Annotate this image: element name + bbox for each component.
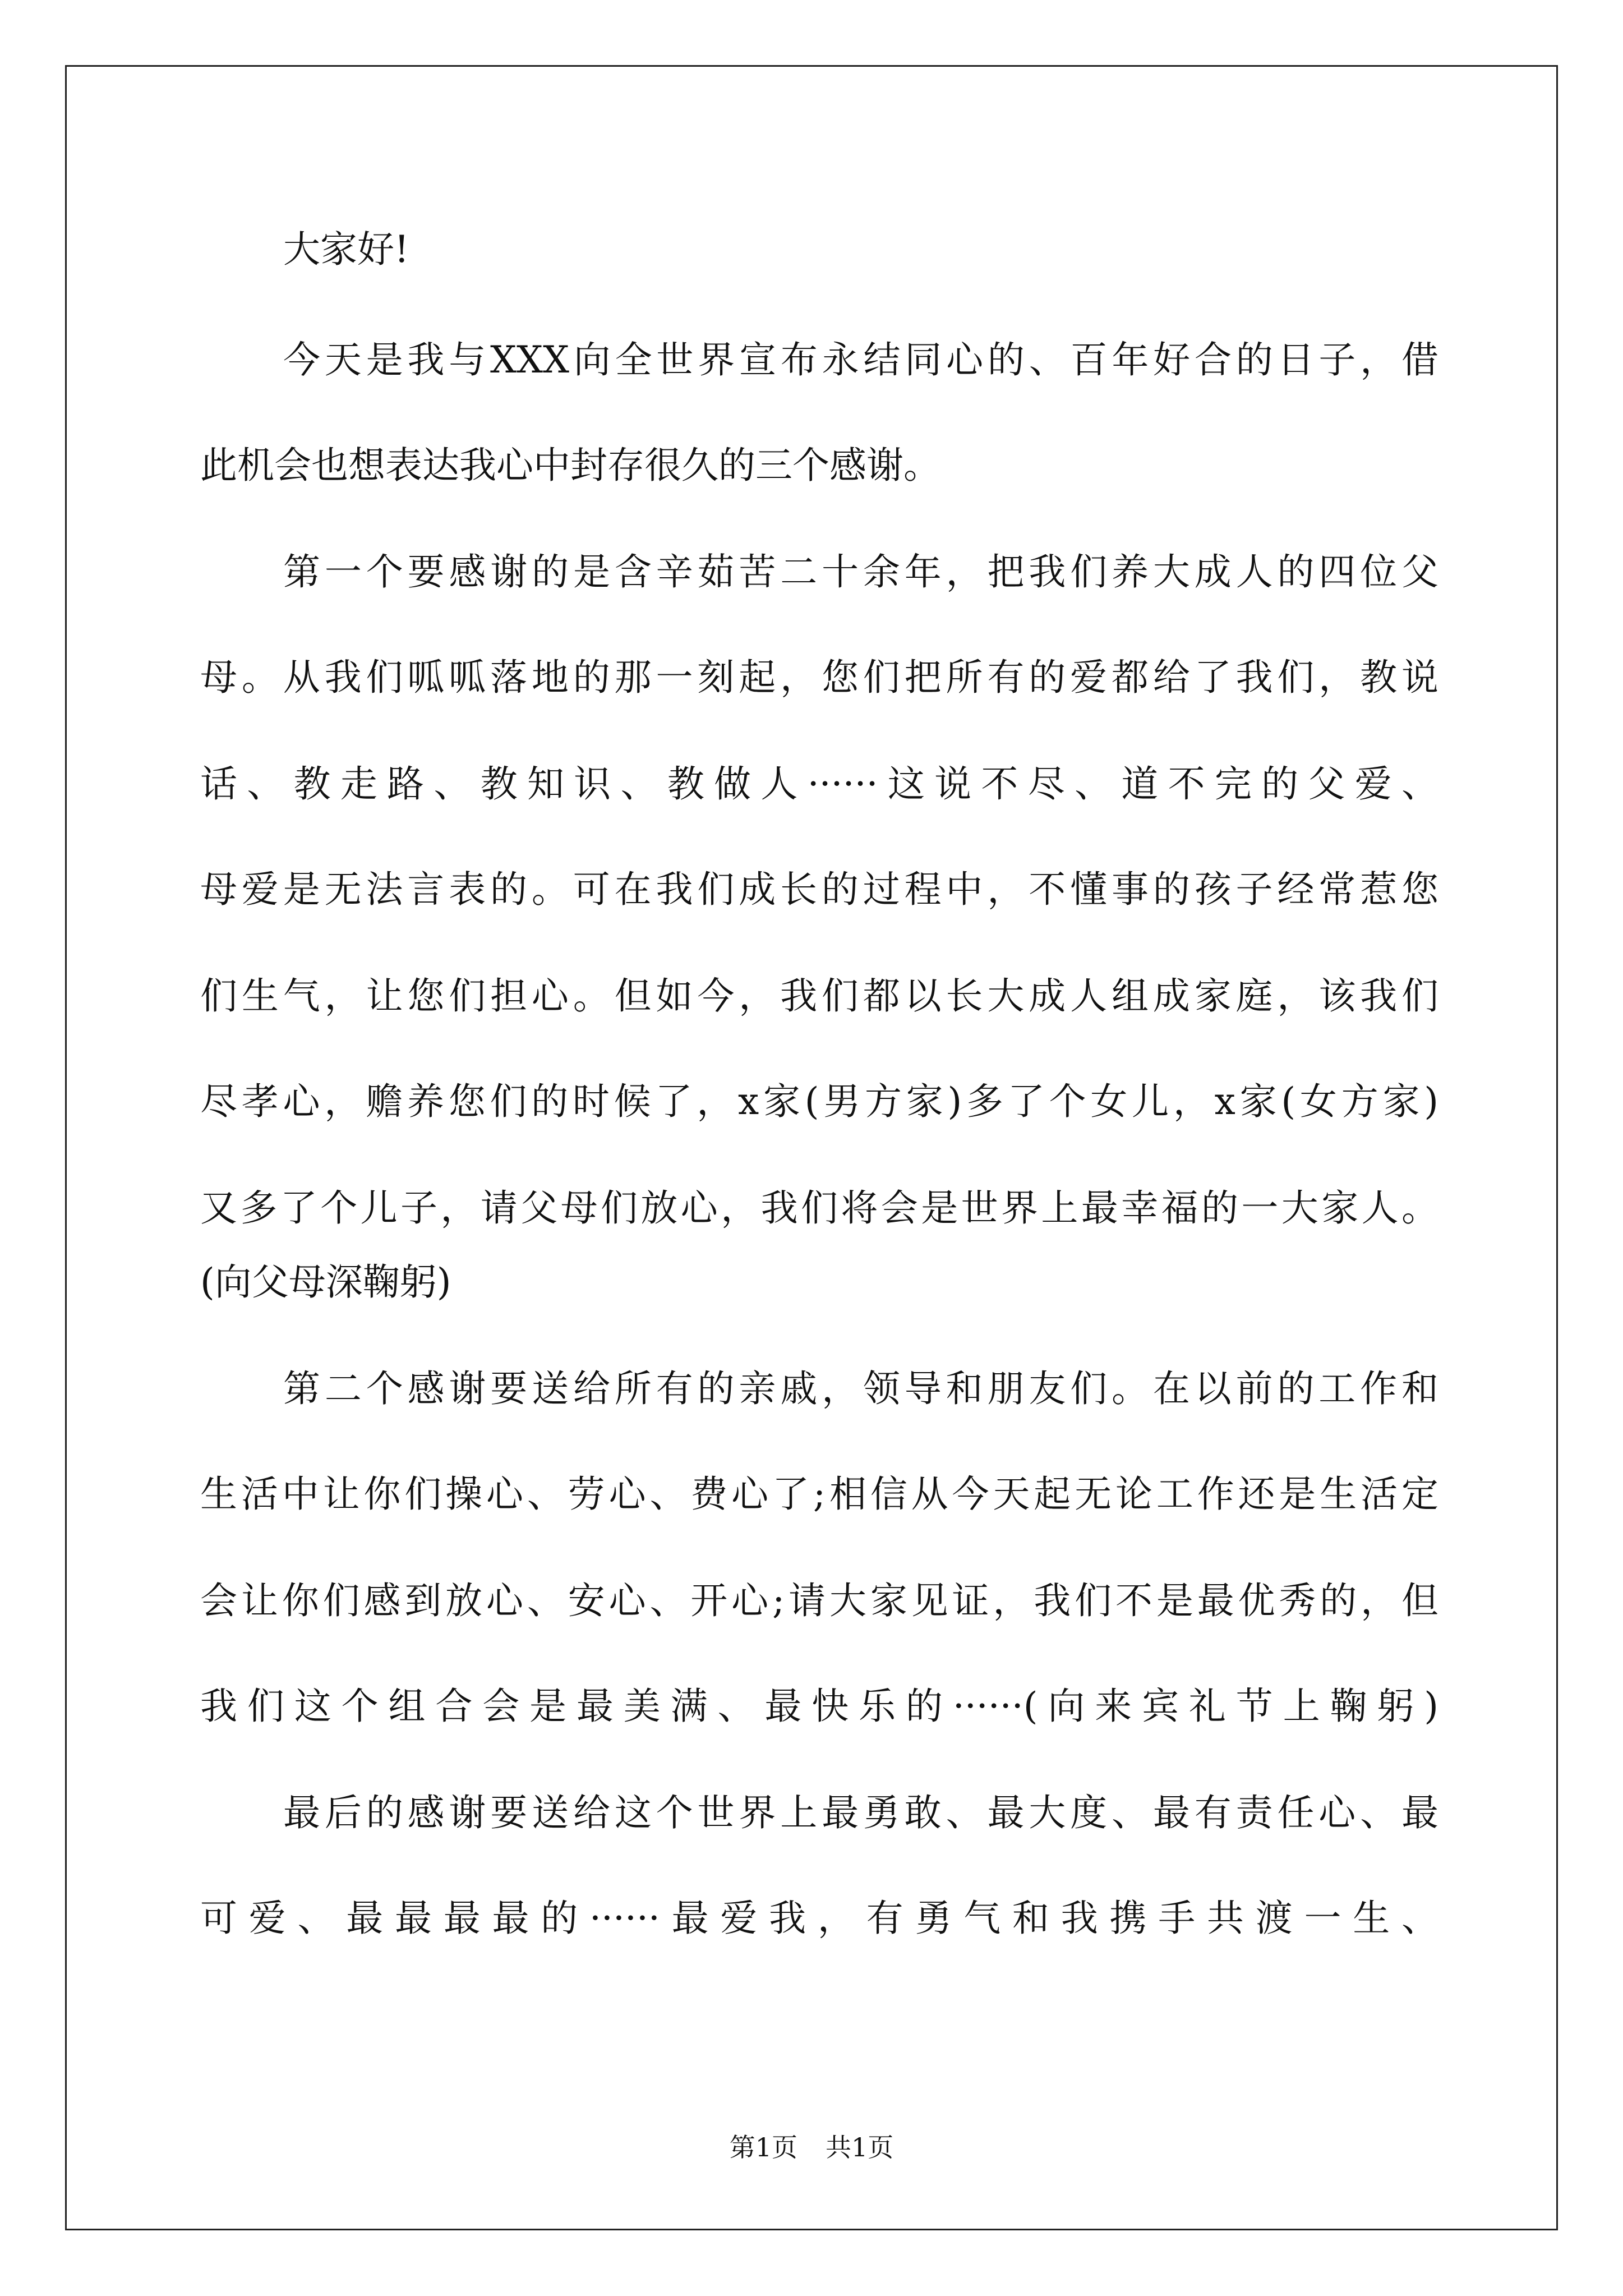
page-number-current: 第1页 xyxy=(729,2132,797,2162)
text-line: 可爱、最最最最的······最爱我，有勇气和我携手共渡一生、 xyxy=(200,1897,1438,1940)
text-line: 母爱是无法言表的。可在我们成长的过程中，不懂事的孩子经常惹您 xyxy=(200,868,1438,911)
text-line: 大家好! xyxy=(283,228,409,271)
text-line: 又多了个儿子，请父母们放心，我们将会是世界上最幸福的一大家人。 xyxy=(200,1186,1438,1230)
text-line: 们生气，让您们担心。但如今，我们都以长大成人组成家庭，该我们 xyxy=(200,974,1438,1018)
text-line: 第一个要感谢的是含辛茹苦二十余年，把我们养大成人的四位父 xyxy=(283,550,1438,593)
text-line: 生活中让你们操心、劳心、费心了;相信从今天起无论工作还是生活定 xyxy=(200,1473,1438,1516)
text-line: 会让你们感到放心、安心、开心;请大家见证，我们不是最优秀的，但 xyxy=(200,1579,1438,1622)
text-line: 最后的感谢要送给这个世界上最勇敢、最大度、最有责任心、最 xyxy=(283,1791,1438,1834)
text-line: 此机会也想表达我心中封存很久的三个感谢。 xyxy=(200,444,940,487)
text-line: 母。从我们呱呱落地的那一刻起，您们把所有的爱都给了我们，教说 xyxy=(200,656,1438,699)
text-line: 尽孝心，赡养您们的时候了，x家(男方家)多了个女儿，x家(女方家) xyxy=(200,1080,1438,1123)
text-line: (向父母深鞠躬) xyxy=(200,1260,451,1304)
page-number-total: 共1页 xyxy=(826,2132,894,2162)
text-line: 第二个感谢要送给所有的亲戚，领导和朋友们。在以前的工作和 xyxy=(283,1367,1438,1410)
text-line: 我们这个组合会是最美满、最快乐的······(向来宾礼节上鞠躬) xyxy=(200,1685,1438,1728)
text-line: 今天是我与XXX向全世界宣布永结同心的、百年好合的日子，借 xyxy=(283,338,1438,381)
page-footer xyxy=(0,2132,1623,2163)
text-line: 话、教走路、教知识、教做人······这说不尽、道不完的父爱、 xyxy=(200,762,1438,806)
